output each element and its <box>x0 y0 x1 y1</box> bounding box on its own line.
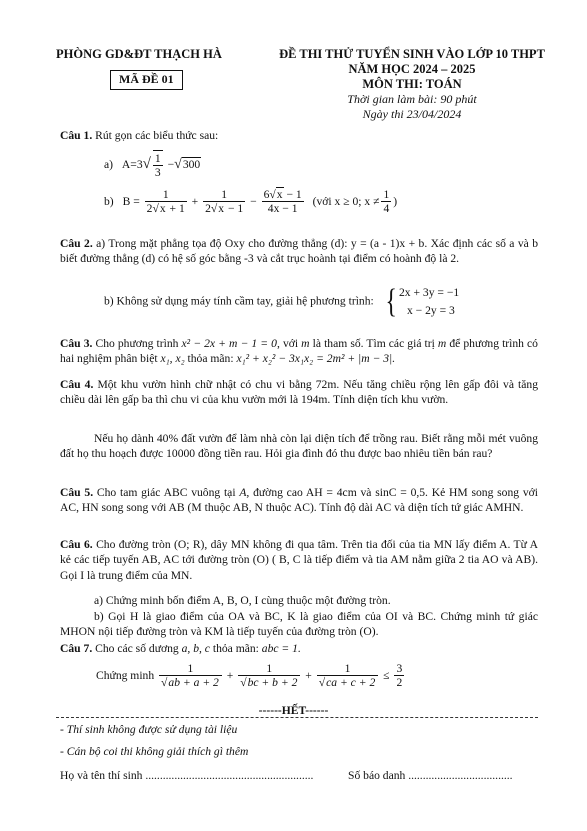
question-7 <box>60 641 538 656</box>
divider <box>56 717 538 718</box>
candidate-id-line: Số báo danh .................................... <box>348 769 513 782</box>
frac-num: 1 <box>154 152 161 165</box>
expr: B = <box>122 194 140 208</box>
question-6-part-b: b) Gọi H là giao điểm của OA và BC, K là giao điểm của OI và BC. Chứng minh tứ giác MHON nội tiếp đường tròn và KM là tiếp tuyến của đường tròn (O). <box>60 610 538 639</box>
question-4 <box>60 377 538 408</box>
exam-title: ĐỀ THI THỬ TUYỂN SINH VÀO LỚP 10 THPT <box>279 47 545 61</box>
frac-num: 1 <box>203 188 245 202</box>
text: thỏa mãn: <box>184 352 237 366</box>
end-mark: ------HẾT------ <box>258 704 329 717</box>
exam-date: Ngày thi 23/04/2024 <box>362 107 462 121</box>
text: thỏa mãn: <box>209 642 262 655</box>
question-label: Câu 5. <box>60 486 94 499</box>
question-2 <box>60 236 538 267</box>
question-label: Câu 3. <box>60 337 93 350</box>
minus: − <box>167 157 175 171</box>
question-6 <box>60 537 538 583</box>
part-label: b) <box>104 194 114 208</box>
frac-den: 3 <box>154 166 161 180</box>
le: ≤ <box>383 668 390 682</box>
expr: A=3 <box>121 157 143 171</box>
question-label: Câu 1. <box>60 129 93 142</box>
plus: + <box>191 194 199 208</box>
question-3 <box>60 336 538 367</box>
q2-part-b: b) Không sử dụng máy tính cầm tay, giải hệ phương trình: { 2x + 3y = −1 x − 2y = 3 <box>104 282 460 320</box>
question-text: a) Trong mặt phẳng tọa độ Oxy cho đường thẳng (d): y = (a - 1)x + b. Xác định các số a và b biết đường thẳng (d) có hệ số góc bằng -3 và cắt trục hoành tại điểm có hoành độ là 2. <box>60 237 538 266</box>
condition: x₁² + x₂² − 3x₁x₂ = 2m² + |m − 3|. <box>236 352 396 366</box>
question-1 <box>60 128 538 143</box>
question-4-part-2: Nếu họ dành 40% đất vườn để làm nhà còn lại diện tích để trồng rau. Biết rằng mỗi mét vuông đất họ thu hoạch được 10000 đồng tiền rau. Hỏi gia đình đó thu được bao nhiêu tiền bán rau? <box>60 432 538 461</box>
root: ab + a + 2 <box>168 676 219 690</box>
plus: + <box>305 668 312 682</box>
frac-num: 3 <box>396 662 403 675</box>
q1-part-a: a) A=3√ $\frac{1}{3}$ −√300 <box>104 152 201 180</box>
text: để phương trình có hai nghiệm phân biệt <box>60 337 538 366</box>
root: x <box>218 202 225 216</box>
department-name: PHÒNG GD&ĐT THẠCH HÀ <box>56 47 222 61</box>
question-text: Rút gọn các biểu thức sau: <box>95 129 219 142</box>
part-text: b) Không sử dụng máy tính cầm tay, giải hệ phương trình: <box>104 294 374 308</box>
frac-den: 4x − 1 <box>267 202 298 216</box>
q7-inequality: Chứng minh $\frac{1}{√ab + a + 2}$ + $\frac{1}{√bc + b + 2}$ + $\frac{1}{√ca + c + 2}$ ≤ $\frac{3}{2}$ <box>96 662 403 690</box>
frac-num: 1 <box>238 662 300 676</box>
question-5 <box>60 485 538 516</box>
coef: 6 <box>263 188 270 201</box>
text: là tham số. Tìm các giá trị <box>309 337 438 350</box>
text: Cho các số dương <box>95 642 182 655</box>
frac-num: 1 <box>159 662 222 676</box>
text: , với <box>276 337 302 350</box>
equation-1: 2x + 3y = −1 <box>398 286 460 299</box>
school-year: NĂM HỌC 2024 – 2025 <box>348 62 476 76</box>
question-label: Câu 7. <box>60 642 93 655</box>
candidate-name-line: Họ và tên thí sinh .......................................................... <box>60 769 314 782</box>
param: m <box>437 337 447 350</box>
tail: + 1 <box>166 202 185 216</box>
exam-code-box: MÃ ĐỀ 01 <box>110 70 183 90</box>
plus: + <box>226 668 234 682</box>
roots: x₁, x₂ <box>160 352 185 366</box>
prove-text: Chứng minh <box>96 668 155 682</box>
root-value: 300 <box>182 157 201 171</box>
param: m <box>301 337 310 350</box>
root: bc + b + 2 <box>247 676 298 690</box>
duration: Thời gian làm bài: 90 phút <box>347 92 477 106</box>
condition-end: ) <box>393 194 398 208</box>
minus: − <box>250 194 257 208</box>
text: Cho phương trình <box>95 337 182 350</box>
subject: MÔN THI: TOÁN <box>362 77 462 91</box>
condition: abc = 1. <box>261 642 301 655</box>
tail: − 1 <box>283 188 302 201</box>
condition: (với x ≥ 0; x ≠ <box>312 194 380 208</box>
question-label: Câu 2. <box>60 237 93 250</box>
frac-num: 1 <box>317 662 379 676</box>
vertex: A, <box>239 486 250 499</box>
frac-den: 2 <box>396 676 403 690</box>
tail: − 1 <box>225 202 244 216</box>
text: đường cao AH = 4cm và sinC = 0,5. Kẻ HM song song với AC, HN song song với AB (M thuộc AB, N thuộc AC). Tính độ dài AC và diện tích tứ giác AMHN. <box>60 486 538 515</box>
frac-num: 1 <box>145 188 187 202</box>
question-label: Câu 4. <box>60 378 94 391</box>
question-6-part-a: a) Chứng minh bốn điểm A, B, O, I cùng thuộc một đường tròn. <box>94 594 391 607</box>
frac-num: 1 <box>383 188 390 201</box>
root: ca + c + 2 <box>326 676 376 690</box>
text: Cho tam giác ABC vuông tại <box>96 486 240 499</box>
question-text: Một khu vườn hình chữ nhật có chu vi bằng 72m. Nếu tăng chiều rộng lên gấp đôi và tăng chiều dài lên gấp ba thì chu vi của khu vườn mới là 194m. Tính diện tích khu vườn. <box>60 378 538 407</box>
vars: a, b, c <box>181 642 210 655</box>
note-2: - Cán bộ coi thi không giải thích gì thêm <box>60 745 249 758</box>
frac-den: 4 <box>383 202 390 216</box>
root: x <box>159 202 166 216</box>
coef: 2 <box>205 202 211 216</box>
question-text: Cho đường tròn (O; R), dây MN không đi qua tâm. Trên tia đối của tia MN lấy điểm A. Từ A kẻ các tiếp tuyến AB, AC tới đường tròn (O) ( B, C là tiếp điểm và tia AM nằm giữa 2 tia AO và AB). Gọi I là trung điểm của MN. <box>60 538 538 582</box>
part-label: a) <box>104 157 114 171</box>
coef: 2 <box>146 202 153 216</box>
root: x <box>276 188 283 201</box>
q1-part-b: b) B = $\frac{1}{2√x + 1}$ + $\frac{1}{2√x - 1}$ − $\frac{6√x - 1}{4x - 1}$ (với x ≥ 0; x ≠ $\frac{1}{4}$ ) <box>104 188 398 216</box>
equation-2: x − 2y = 3 <box>406 303 455 317</box>
note-1: - Thí sinh không được sử dụng tài liệu <box>60 723 238 736</box>
equation: x² − 2x + m − 1 = 0 <box>181 337 277 350</box>
question-label: Câu 6. <box>60 538 93 551</box>
